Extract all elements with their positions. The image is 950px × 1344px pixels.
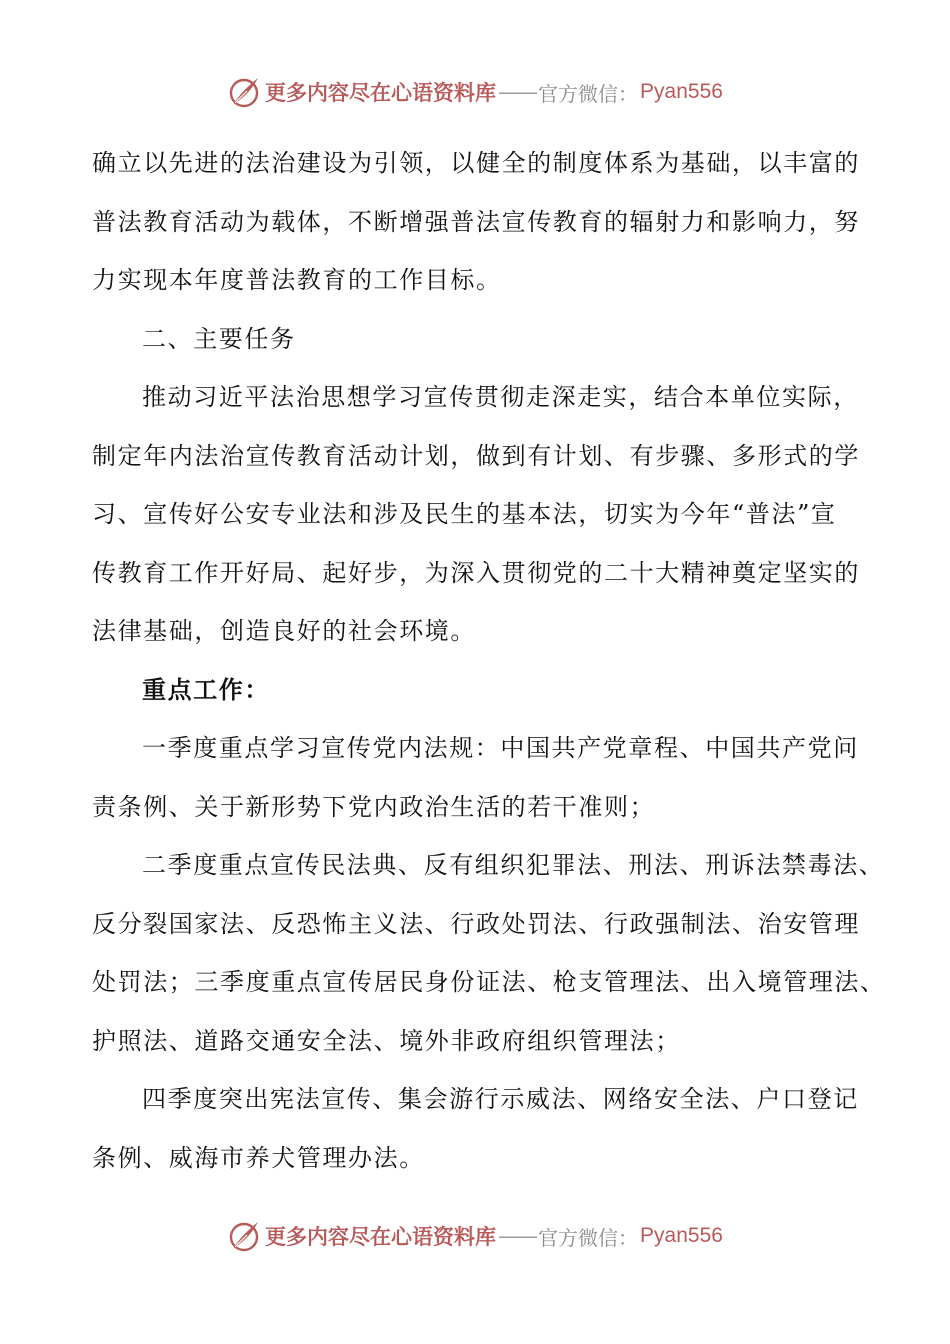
paragraph-line: 传教育工作开好局、起好步，为深入贯彻党的二十大精神奠定坚实的 xyxy=(92,558,860,587)
paragraph-line: 习、宣传好公安专业法和涉及民生的基本法，切实为今年“普法”宣 xyxy=(92,500,837,528)
section-heading: 二、主要任务 xyxy=(142,324,296,353)
footer-banner xyxy=(0,1214,950,1258)
header-brand: 更多内容尽在心语资料库 xyxy=(265,80,497,105)
header-contact-label: 官方微信： xyxy=(538,81,639,106)
footer-brand: 更多内容尽在心语资料库 xyxy=(265,1224,497,1249)
paragraph-line: 责条例、关于新形势下党内政治生活的若干准则； xyxy=(92,792,656,821)
footer-wechat-id: Pyan556 xyxy=(640,1224,723,1247)
footer-separator: —— xyxy=(498,1224,537,1248)
paragraph-line: 二季度重点宣传民法典、反有组织犯罪法、刑法、刑诉法禁毒法、 xyxy=(142,851,885,879)
paragraph-line: 普法教育活动为载体，不断增强普法宣传教育的辐射力和影响力，努 xyxy=(92,207,860,236)
quill-logo-icon xyxy=(227,75,261,109)
paragraph-line: 护照法、道路交通安全法、境外非政府组织管理法； xyxy=(92,1026,681,1055)
document-body xyxy=(92,134,886,1187)
quill-logo-icon xyxy=(227,1219,261,1253)
subsection-heading: 重点工作： xyxy=(142,674,270,704)
paragraph-line: 处罚法；三季度重点宣传居民身份证法、枪支管理法、出入境管理法、 xyxy=(92,968,886,996)
paragraph-line: 四季度突出宪法宣传、集会游行示威法、网络安全法、户口登记 xyxy=(142,1085,859,1113)
paragraph-line: 制定年内法治宣传教育活动计划，做到有计划、有步骤、多形式的学 xyxy=(92,441,860,470)
paragraph-line: 确立以先进的法治建设为引领，以健全的制度体系为基础，以丰富的 xyxy=(92,149,860,177)
paragraph-line: 条例、威海市养犬管理办法。 xyxy=(92,1143,425,1172)
header-separator: —— xyxy=(498,80,537,104)
paragraph-line: 反分裂国家法、反恐怖主义法、行政处罚法、行政强制法、治安管理 xyxy=(92,909,860,938)
header-banner xyxy=(0,70,950,114)
paragraph-line: 推动习近平法治思想学习宣传贯彻走深走实，结合本单位实际， xyxy=(142,383,859,411)
paragraph-line: 法律基础，创造良好的社会环境。 xyxy=(92,617,476,645)
header-wechat-id: Pyan556 xyxy=(640,80,723,103)
footer-contact-label: 官方微信： xyxy=(538,1225,639,1250)
paragraph-line: 力实现本年度普法教育的工作目标。 xyxy=(92,266,502,294)
paragraph-line: 一季度重点学习宣传党内法规：中国共产党章程、中国共产党问 xyxy=(142,734,859,762)
